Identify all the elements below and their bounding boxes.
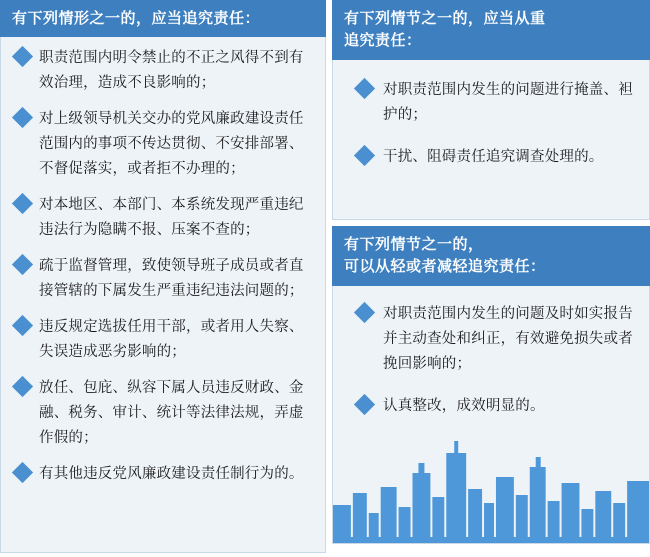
- right-column: [332, 0, 650, 557]
- diamond-bullet-icon: [354, 302, 375, 323]
- diamond-bullet-icon: [12, 193, 33, 214]
- list-item: [343, 394, 639, 419]
- list-item: [11, 193, 315, 243]
- list-item-text: 对职责范围内发生的问题进行掩盖、袒护的；: [383, 82, 633, 123]
- diamond-bullet-icon: [12, 46, 33, 67]
- list-item: [11, 315, 315, 365]
- right-top-panel-title: [332, 0, 650, 60]
- list-item-text: 放任、包庇、纵容下属人员违反财政、金融、税务、审计、统计等法律法规，弄虚作假的；: [39, 380, 304, 446]
- list-item-text: 职责范围内明令禁止的不正之风得不到有效治理，造成不良影响的；: [39, 50, 304, 91]
- list-item: [343, 302, 639, 377]
- diamond-bullet-icon: [12, 315, 33, 336]
- list-item: [11, 254, 315, 304]
- list-item-text: 违反规定选拔任用干部，或者用人失察、失误造成恶劣影响的；: [39, 319, 304, 360]
- right-top-panel-title-line1: 有下列情节之一的，应当从重: [344, 9, 546, 27]
- list-item: [11, 107, 315, 182]
- list-item: [11, 46, 315, 96]
- diamond-bullet-icon: [354, 145, 375, 166]
- right-bottom-panel-title-line2: 可以从轻或者减轻追究责任：: [344, 257, 546, 275]
- list-item-text: 有其他违反党风廉政建设责任制行为的。: [39, 466, 304, 482]
- right-bottom-panel-body: [332, 286, 650, 544]
- list-item-text: 对上级领导机关交办的党风廉政建设责任范围内的事项不传达贯彻、不安排部署、不督促落实，或者拒不办理的；: [39, 111, 304, 177]
- right-bottom-panel-title-line1: 有下列情节之一的，: [344, 235, 484, 253]
- list-item: [11, 462, 315, 487]
- diamond-bullet-icon: [354, 394, 375, 415]
- diamond-bullet-icon: [12, 254, 33, 275]
- right-top-panel-body: [332, 60, 650, 220]
- left-panel-title: 有下列情形之一的，应当追究责任：: [0, 0, 326, 37]
- diamond-bullet-icon: [354, 78, 375, 99]
- left-panel-body: [0, 37, 326, 553]
- list-item-text: 认真整改，成效明显的。: [383, 398, 545, 414]
- list-item: [343, 78, 639, 128]
- list-item-text: 疏于监督管理，致使领导班子成员或者直接管辖的下属发生严重违纪违法问题的；: [39, 258, 304, 299]
- diamond-bullet-icon: [12, 107, 33, 128]
- diamond-bullet-icon: [12, 462, 33, 483]
- list-item: [11, 376, 315, 451]
- right-bottom-panel-title: [332, 226, 650, 286]
- right-top-panel-title-line2: 追究责任：: [344, 31, 422, 49]
- diamond-bullet-icon: [12, 376, 33, 397]
- list-item-text: 干扰、阻碍责任追究调查处理的。: [383, 149, 604, 165]
- list-item-text: 对本地区、本部门、本系统发现严重违纪违法行为隐瞒不报、压案不查的；: [39, 197, 304, 238]
- list-item-text: 对职责范围内发生的问题及时如实报告并主动查处和纠正，有效避免损失或者挽回影响的；: [383, 306, 633, 372]
- city-skyline-icon: [333, 433, 649, 543]
- list-item: [343, 145, 639, 170]
